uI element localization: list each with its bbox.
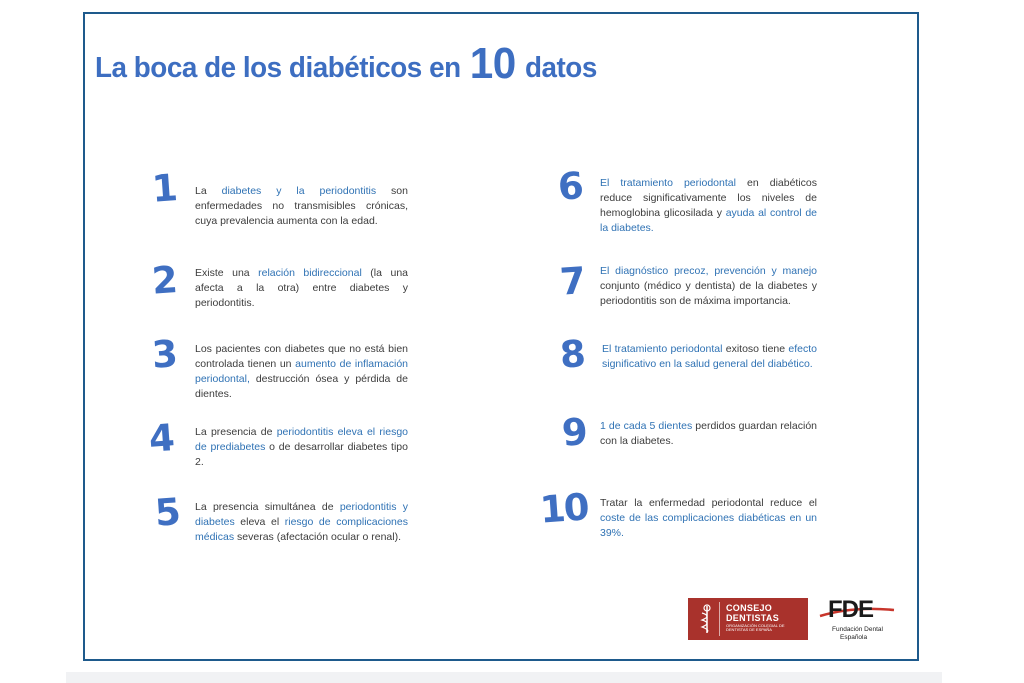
highlighted-text: 1 de cada 5 dientes <box>600 420 693 432</box>
body-text: son enfermedades no transmisibles crónicas, cuya prevalencia aumenta con la edad. <box>195 185 408 227</box>
fact-number: 6 <box>556 164 584 209</box>
fact-text <box>600 496 817 541</box>
caduceus-icon <box>695 602 720 636</box>
fact-number: 4 <box>147 416 175 461</box>
fact-text <box>602 342 817 372</box>
body-text: o de desarrollar diabetes tipo 2. <box>195 441 408 468</box>
fact-text <box>195 500 408 545</box>
fact-number: 5 <box>153 490 181 535</box>
highlighted-text: relación bidireccional <box>258 267 362 279</box>
body-text: en diabéticos reduce significativamente los niveles de hemoglobina glicosilada y <box>600 177 818 219</box>
fact-text <box>195 342 408 402</box>
body-text: eleva el <box>234 516 285 528</box>
fact-text <box>195 266 408 311</box>
title-number: 10 <box>469 39 516 88</box>
highlighted-text: riesgo de complicaciones médicas <box>195 516 408 543</box>
consejo-line1: CONSEJO <box>726 603 773 613</box>
body-text: Tratar la enfermedad periodontal reduce el <box>600 497 817 509</box>
body-text: La <box>195 185 222 197</box>
infographic-card <box>83 12 919 661</box>
fact-number: 10 <box>538 485 589 532</box>
body-text: La presencia simultánea de <box>195 501 340 513</box>
fact-text <box>195 184 408 229</box>
highlighted-text: El diagnóstico precoz, prevención y manejo <box>600 265 817 277</box>
body-text: exitoso tiene <box>722 343 789 355</box>
page-title <box>95 38 671 88</box>
highlighted-text: ayuda al control de la diabetes. <box>600 207 817 234</box>
fact-number: 7 <box>558 259 586 304</box>
body-text: Existe una <box>195 267 259 279</box>
body-text: (la una afecta a la otra) entre diabetes y periodontitis. <box>195 267 409 309</box>
body-text: La presencia de <box>195 426 277 438</box>
fde-mark: FDE <box>828 596 873 623</box>
highlighted-text: El tratamiento periodontal <box>602 343 723 355</box>
fact-number: 9 <box>560 410 588 455</box>
fact-number: 3 <box>150 332 178 377</box>
fact-text <box>600 176 817 236</box>
title-text-pre: La boca de los diabéticos en <box>95 52 461 84</box>
body-text: severas (afectación ocular o renal). <box>234 531 402 543</box>
consejo-line2: DENTISTAS <box>726 613 780 623</box>
fact-text <box>195 425 408 470</box>
consejo-line3: ORGANIZACIÓN COLEGIAL DE DENTISTAS DE ESPAÑA <box>726 623 785 632</box>
highlighted-text: periodontitis y diabetes <box>195 501 408 528</box>
body-text: perdidos guardan relación con la diabetes. <box>600 420 817 447</box>
fde-name-line1: Fundación Dental <box>832 626 883 633</box>
highlighted-text: efecto significativo en la salud general del diabético. <box>602 343 817 370</box>
body-text: destrucción ósea y pérdida de dientes. <box>195 373 408 400</box>
fact-text <box>600 419 817 449</box>
highlighted-text: coste de las complicaciones diabéticas en un 39%. <box>600 512 817 539</box>
highlighted-text: aumento de inflamación periodontal, <box>195 358 408 385</box>
consejo-dentistas-logo <box>688 598 808 640</box>
fundacion-dental-logo <box>818 596 896 646</box>
title-text-post: datos <box>524 52 597 84</box>
fact-number: 1 <box>150 166 178 211</box>
highlighted-text: El tratamiento periodontal <box>600 177 736 189</box>
highlighted-text: diabetes y la periodontitis <box>221 185 377 197</box>
fde-name-line2: Española <box>840 634 868 641</box>
body-text: conjunto (médico y dentista) de la diabetes y periodontitis son de máxima importancia. <box>600 280 817 307</box>
page-bottom-strip <box>66 672 942 683</box>
fact-number: 8 <box>558 332 586 377</box>
fact-text <box>600 264 817 309</box>
body-text: Los pacientes con diabetes que no está bien controlada tienen un <box>195 343 408 370</box>
highlighted-text: periodontitis eleva el riesgo de prediabetes <box>195 426 408 453</box>
fact-number: 2 <box>150 258 178 303</box>
